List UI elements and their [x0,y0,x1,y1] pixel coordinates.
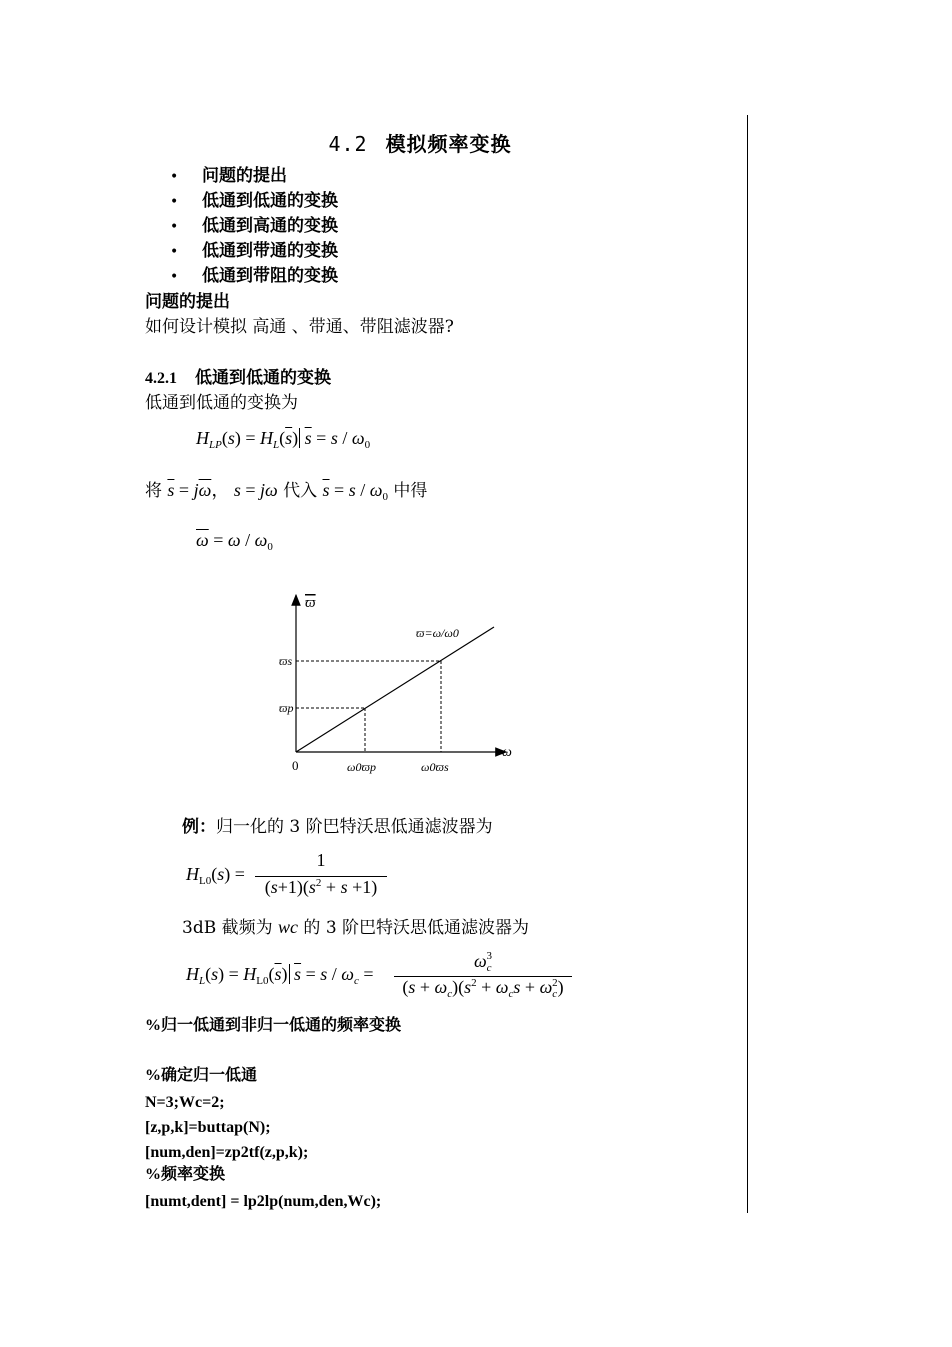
code-line: %确定归一低通 [145,1067,258,1084]
subsection-title: 低通到低通的变换 [195,368,331,388]
code-line: [z,p,k]=buttap(N); [145,1119,271,1136]
equation-lowpass-transform: $H_{LP}(s) = H_L(\overline{s}) \overline{s} = s / \omega_0$ [196,428,371,451]
x-ws-label: ω0ϖs [421,760,449,774]
example-text: 归一化的 3 阶巴特沃思低通滤波器为 [216,817,493,837]
topic-list [170,164,338,289]
x-axis-label: ω [502,745,512,760]
origin-label: 0 [292,758,299,773]
section-title [0,128,840,157]
example-label: 例 [182,817,199,837]
equation-normalized-lowpass-lhs: $H_{L0}(s)$ = [186,864,245,887]
ws-axis-label: ϖs [279,654,293,668]
code-line: %归一低通到非归一低通的频率变换 [145,1017,402,1034]
example-line: 例：归一化的 3 阶巴特沃思低通滤波器为 [182,817,493,837]
subsection-intro: 低通到低通的变换为 [145,393,298,413]
section-title-text: 模拟频率变换 [385,132,512,156]
code-line: N=3;Wc=2; [145,1094,225,1111]
section-number: 4.2 [328,132,368,156]
problem-heading: 问题的提出 [145,292,230,312]
problem-text: 如何设计模拟 高通 、带通、带阻滤波器? [145,317,454,337]
equation-denormalized-lowpass-fraction: $\omega_c^3$ $(s + \omega_c)(s^2 + \omega_cs + \omega_c^2)$ [394,950,572,1002]
equation-normalized-lowpass-fraction: 1 $(s+1)(s^2 + s +1)$ [255,850,387,900]
mapping-line [296,627,494,752]
subsection-number: 4.2.1 [145,370,177,387]
topic-item: • 问题的提出 [170,166,287,186]
topic-item: • 低通到低通的变换 [170,191,338,211]
topic-item: • 低通到带阻的变换 [170,266,338,286]
x-wp-label: ω0ϖp [347,760,376,774]
frequency-mapping-figure [270,585,520,780]
equation-denormalized-lowpass-lhs: $H_L(s) = H_{L0}(\overline{s}) \overline{s} = s / \omega_c$ = [186,964,374,987]
topic-item: • 低通到带通的变换 [170,241,338,261]
subsection-heading [145,366,331,391]
code-line: [numt,dent] = lp2lp(num,den,Wc); [145,1193,382,1210]
mapping-line-label: ϖ=ω/ω0 [416,626,459,640]
code-line: [num,den]=zp2tf(z,p,k); [145,1144,309,1161]
topic-item: • 低通到高通的变换 [170,216,338,236]
margin-rule [747,115,748,1213]
substitution-line: 将 $\overline{s} = j\overline{\omega}$， s = jω 代入 $\overline{s} = s / \omega_0$ 中得 [145,480,428,503]
y-axis-label: ϖ [305,595,316,611]
code-line: %频率变换 [145,1166,226,1183]
example-line-2: 3dB 截频为 wc 的 3 阶巴特沃思低通滤波器为 [182,917,530,938]
equation-frequency-mapping: $\overline{\omega} = \omega / \omega_0$ [196,530,273,553]
wp-axis-label: ϖp [279,701,294,715]
